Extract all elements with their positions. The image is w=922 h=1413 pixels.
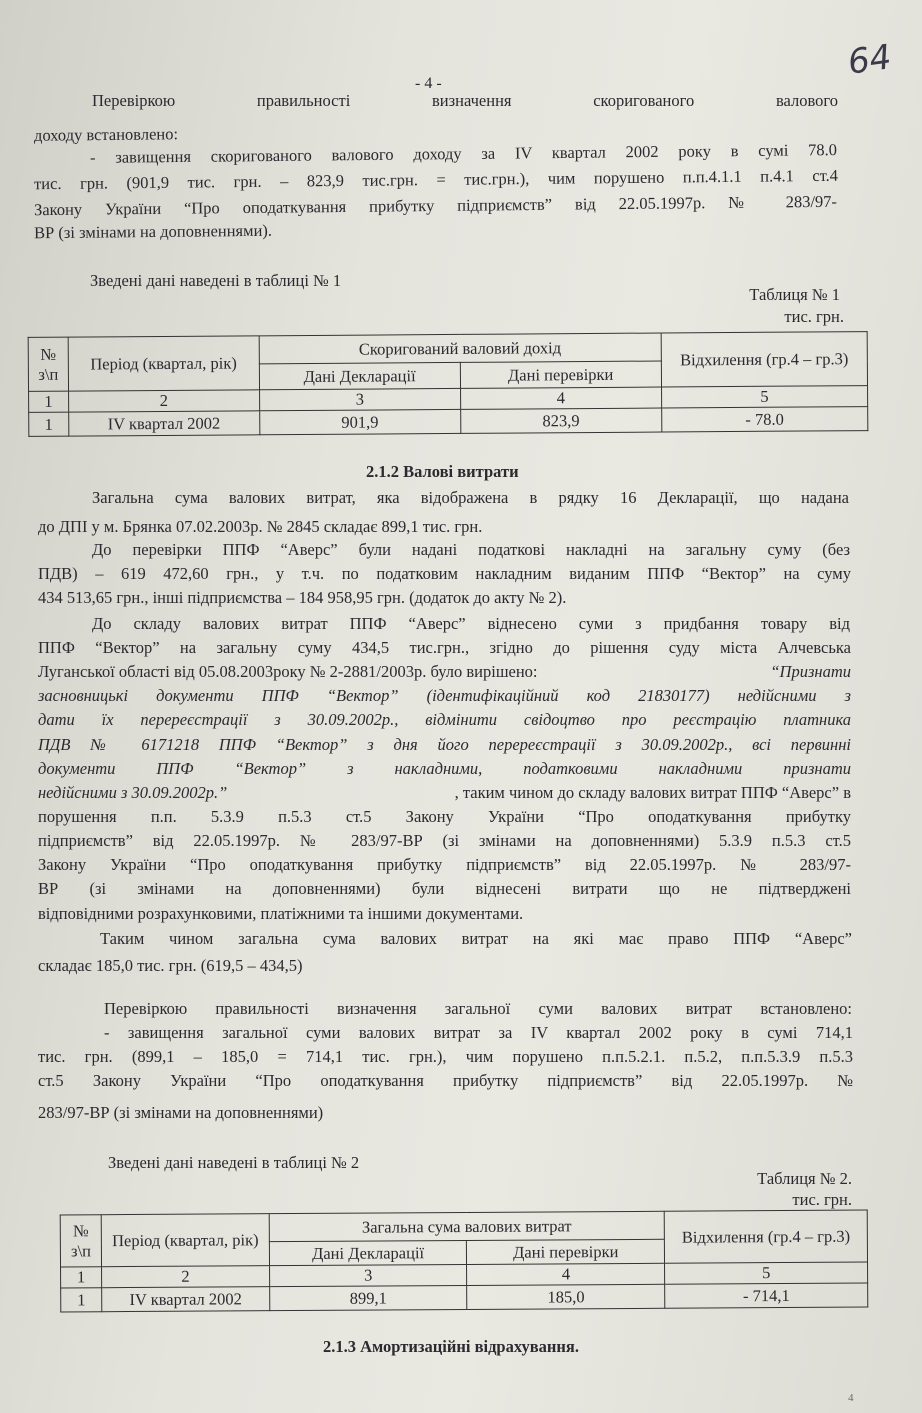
- expenses-p3-line8-quote: недійсними з 30.09.2002р.”: [38, 783, 228, 802]
- expenses-p3-line4: засновницькі документи ППФ “Вектор” (ідентифікаційний код 21830177) недійсними з: [38, 686, 851, 705]
- expenses-p4-line1: Таким чином загальна сума валових витрат на які має право ППФ “Аверс”: [100, 929, 852, 948]
- section-heading-2-1-3: 2.1.3 Амортизаційні відрахування.: [323, 1337, 579, 1356]
- expenses-p3-line1: До складу валових витрат ППФ “Аверс” віднесено суми з придбання товару від: [92, 614, 850, 633]
- t1-header-deviation: Відхилення (гр.4 – гр.3): [661, 332, 868, 387]
- t2-header-group: Загальна сума валових витрат: [269, 1211, 665, 1241]
- t2-index-cell: 3: [269, 1264, 467, 1286]
- intro-line-1: Перевіркою правильності визначення скоригованого валового: [92, 91, 838, 110]
- t2-header-period: Період (квартал, рік): [101, 1214, 269, 1267]
- handwritten-page-number: 64: [845, 37, 894, 83]
- t2-row-declaration: 899,1: [269, 1285, 467, 1310]
- t1-row-check: 823,9: [460, 408, 661, 433]
- t2-header-num: № з\п: [60, 1215, 101, 1267]
- expenses-p3-line12: ВР (зі змінами на доповненнями) були віднесені витрати що не підтверджені: [38, 879, 851, 898]
- t1-header-check: Дані перевірки: [460, 361, 661, 388]
- table1-unit: тис. грн.: [784, 307, 844, 326]
- t1-header-group: Скоригований валовий дохід: [259, 333, 661, 364]
- t1-index-cell: 3: [259, 388, 460, 410]
- t1-row-num: 1: [29, 412, 69, 436]
- t2-header-deviation: Відхилення (гр.4 – гр.3): [664, 1210, 867, 1263]
- expenses-p3-line6: ПДВ № 6171218 ППФ “Вектор” з дня його перереєстрації з 30.09.2002р., всі первинні: [38, 735, 851, 754]
- expenses-p1-line2: до ДПІ у м. Брянка 07.02.2003р. № 2845 складає 899,1 тис. грн.: [38, 517, 483, 536]
- expenses-p3-line5: дати їх перереєстрації з 30.09.2002р., відмінити свідоцтво про реєстрацію платника: [38, 710, 851, 729]
- expenses-p3-line9: порушення п.п. 5.3.9 п.5.3 ст.5 Закону України “Про оподаткування прибутку: [38, 807, 851, 826]
- t2-header-declaration: Дані Декларації: [269, 1240, 467, 1265]
- t1-row-declaration: 901,9: [259, 409, 460, 434]
- expenses-p5-line2: - завищення загальної суми валових витрат за IV квартал 2002 року в сумі 714,1: [104, 1023, 853, 1042]
- table1-intro: Зведені дані наведені в таблиці № 1: [90, 271, 342, 290]
- t2-header-check: Дані перевірки: [467, 1239, 665, 1264]
- t1-row-period: IV квартал 2002: [68, 411, 259, 436]
- table-1: [28, 331, 869, 437]
- t2-index-cell: 5: [665, 1262, 868, 1284]
- expenses-p2-line3: 434 513,65 грн., інші підприємства – 184 958,95 грн. (додаток до акту № 2).: [38, 588, 567, 607]
- expenses-p3-line10: підприємств” від 22.05.1997р. № 283/97-ВР (зі змінами на доповненнями) 5.3.9 п.5.3 ст.5: [38, 831, 851, 850]
- t2-row-check: 185,0: [467, 1284, 665, 1309]
- income-line-1: - завищення скоригованого валового доходу за IV квартал 2002 року в сумі 78.0: [89, 140, 838, 167]
- expenses-p5-line5: 283/97-ВР (зі змінами на доповненнями): [38, 1103, 324, 1122]
- t1-header-period: Період (квартал, рік): [68, 336, 259, 391]
- t2-index-cell: 4: [467, 1263, 665, 1285]
- expenses-p2-line2: ПДВ) – 619 472,60 грн., у т.ч. по податковим накладним виданим ППФ “Вектор” на суму: [38, 564, 851, 583]
- intro-line-2: доходу встановлено:: [33, 124, 179, 145]
- t1-data-row: [29, 407, 868, 437]
- expenses-p3-line13: відповідними розрахунковими, платіжними та іншими документами.: [38, 904, 524, 923]
- expenses-p3-line7: документи ППФ “Вектор” з накладними, податковими накладними признати: [38, 759, 851, 778]
- t1-index-cell: 2: [68, 390, 259, 412]
- t2-index-cell: 1: [61, 1267, 102, 1288]
- expenses-p3-line3: [38, 659, 851, 684]
- corner-page-number: 4: [848, 1392, 854, 1404]
- expenses-p5-line1: Перевіркою правильності визначення загальної суми валових витрат встановлено:: [104, 999, 852, 1018]
- table2-intro: Зведені дані наведені в таблиці № 2: [108, 1153, 360, 1172]
- table2-unit: тис. грн.: [792, 1190, 852, 1209]
- t1-header-num: № з\п: [28, 337, 68, 391]
- table-2: [60, 1210, 869, 1313]
- expenses-p3-line3-quote: “Признати: [770, 662, 851, 681]
- income-line-3: Закону України “Про оподаткування прибутку підприємств” від 22.05.1997р. № 283/97-: [33, 191, 838, 220]
- expenses-p4-line2: складає 185,0 тис. грн. (619,5 – 434,5): [38, 956, 303, 975]
- t1-header-declaration: Дані Декларації: [259, 362, 460, 389]
- expenses-p5-line4: ст.5 Закону України “Про оподаткування прибутку підприємств” від 22.05.1997р. №: [38, 1071, 853, 1090]
- expenses-p2-line1: До перевірки ППФ “Аверс” були надані податкові накладні на загальну суму (без: [92, 540, 850, 559]
- t2-row-num: 1: [61, 1288, 102, 1312]
- expenses-p5-line3: тис. грн. (899,1 – 185,0 = 714,1 тис. грн.), чим порушено п.п.5.2.1. п.5.2, п.п.5.3.9 п.5.3: [38, 1047, 853, 1066]
- income-line-2: тис. грн. (901,9 тис. грн. – 823,9 тис.грн. = тис.грн.), чим порушено п.п.4.1.1 п.4.1 ст.4: [33, 165, 839, 194]
- t1-index-cell: 4: [460, 387, 661, 409]
- expenses-p1-line1: Загальна сума валових витрат, яка відображена в рядку 16 Декларації, що надана: [92, 488, 849, 507]
- expenses-p3-line11: Закону України “Про оподаткування прибутку підприємств” від 22.05.1997р. № 283/97-: [38, 855, 851, 874]
- page-number: - 4 -: [415, 75, 442, 92]
- expenses-p3-line2: ППФ “Вектор” на загальну суму 434,5 тис.грн., згідно до рішення суду міста Алчевська: [38, 638, 851, 657]
- t1-index-cell: 1: [29, 391, 69, 412]
- expenses-p3-line8: [38, 780, 851, 805]
- t2-data-row: [61, 1283, 868, 1312]
- t2-row-deviation: - 714,1: [665, 1283, 868, 1308]
- t1-index-cell: 5: [661, 386, 867, 408]
- expenses-p3-line8-text: , таким чином до складу валових витрат ППФ “Аверс” в: [454, 783, 851, 802]
- expenses-p3-line3-text: Луганської області від 05.08.2003року № 2-2881/2003р. було вирішено:: [38, 662, 538, 681]
- table2-caption: Таблиця № 2.: [757, 1169, 852, 1188]
- income-line-4: ВР (зі змінами на доповненнями).: [33, 220, 273, 243]
- t1-row-deviation: - 78.0: [661, 407, 867, 432]
- table1-caption: Таблиця № 1: [749, 285, 840, 304]
- t2-row-period: IV квартал 2002: [102, 1287, 270, 1312]
- t2-index-cell: 2: [102, 1266, 270, 1288]
- section-heading-2-1-2: 2.1.2 Валові витрати: [366, 462, 519, 481]
